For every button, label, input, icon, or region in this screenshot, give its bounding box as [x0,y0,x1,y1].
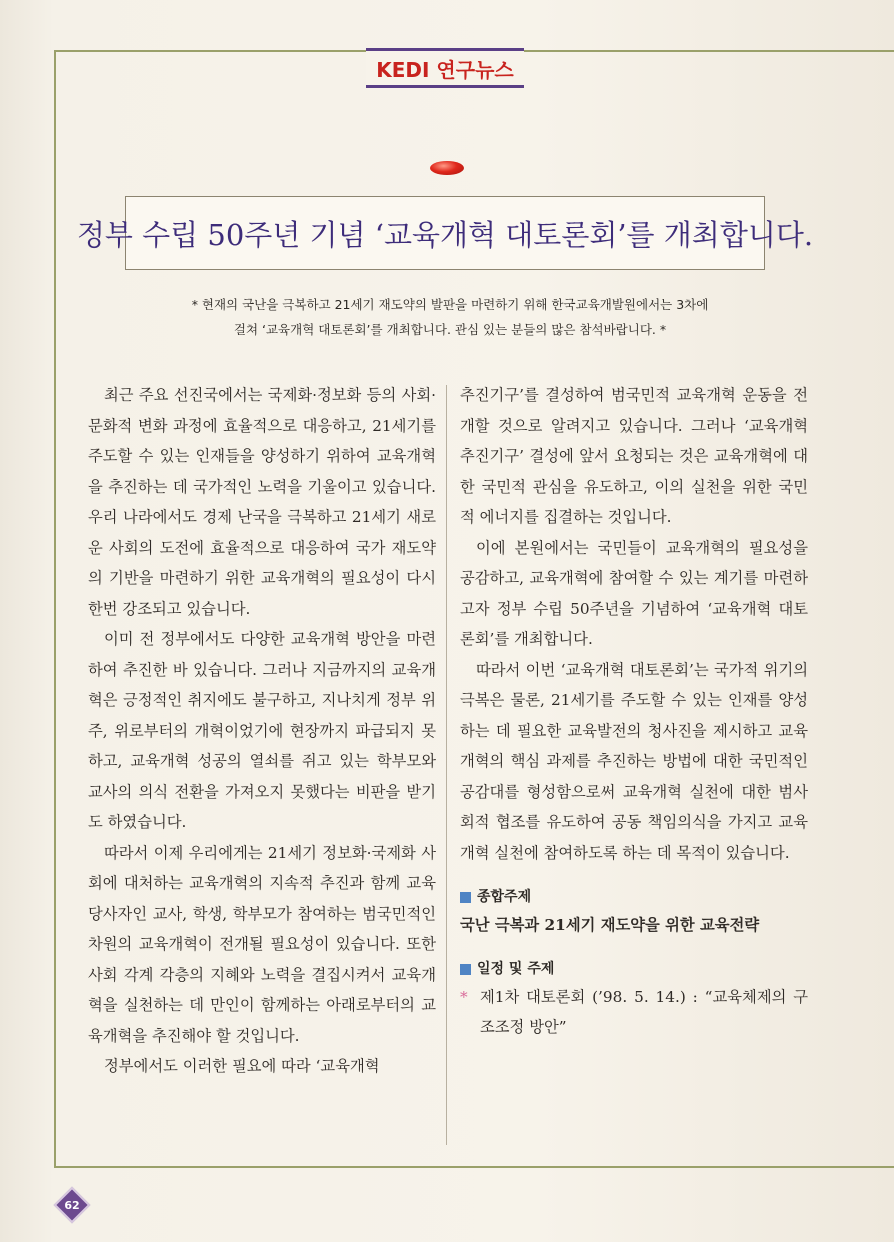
schedule-item [460,982,808,1042]
right-paragraph-3: 따라서 이번 ‘교육개혁 대토론회’는 국가적 위기의 극복은 물론, 21세기를 주도할 수 있는 인재를 양성하는 데 필요한 교육발전의 청사진을 제시하고 교육개혁의 핵심 과제를 추진하는 방법에 대한 국민적인 공감대를 형성함으로써 교육개혁 실천에 대한 범사회적 협조를 유도하여 공동 책임의식을 가지고 교육개혁 실천에 참여하도록 하는 데 목적이 있습니다. [460,660,808,862]
left-paragraph-1: 최근 주요 선진국에서는 국제화·정보화 등의 사회·문화적 변화 과정에 효율적으로 대응하고, 21세기를 주도할 수 있는 인재들을 양성하기 위하여 교육개혁을 추진하는 데 국가적인 노력을 기울이고 있습니다. 우리 나라에서도 경제 난국을 극복하고 21세기 새로운 사회의 도전에 효율적으로 대응하여 국가 재도약의 기반을 마련하기 위한 교육개혁의 필요성이 다시 한번 강조되고 있습니다. [88,386,436,618]
blue-square-icon [460,964,471,975]
intro-note [150,292,750,342]
right-paragraph-1: 추진기구’를 결성하여 범국민적 교육개혁 운동을 전개할 것으로 알려지고 있습니다. 그러나 ‘교육개혁 추진기구’ 결성에 앞서 요청되는 것은 교육개혁에 대한 국민적 관심을 유도하고, 이의 실천을 위한 국민적 에너지를 집결하는 것입니다. [460,386,808,526]
schedule-item-text: 제1차 대토론회 (’98. 5. 14.) : “교육체제의 구조조정 방안” [480,988,808,1036]
right-column [460,380,808,1042]
section-header-badge [366,48,524,88]
section-theme-body: 국난 극복과 21세기 재도약을 위한 교육전략 [460,916,760,934]
left-column [88,380,436,1082]
right-paragraph-2: 이에 본원에서는 국민들이 교육개혁의 필요성을 공감하고, 교육개혁에 참여할 수 있는 계기를 마련하고자 정부 수립 50주년을 기념하여 ‘교육개혁 대토론회’를 개최합니다. [460,538,808,648]
left-paragraph-4: 정부에서도 이러한 필요에 따라 ‘교육개혁 [104,1057,380,1075]
red-dot-ornament [430,161,464,175]
page-number: 62 [64,1198,80,1212]
page-number-badge [53,1186,91,1224]
section-heading-schedule [460,956,808,982]
section-heading-theme-label: 종합주제 [477,889,532,905]
blue-square-icon [460,892,471,903]
left-paragraph-2: 이미 전 정부에서도 다양한 교육개혁 방안을 마련하여 추진한 바 있습니다. 그러나 지금까지의 교육개혁은 긍정적인 취지에도 불구하고, 지나치게 정부 위주, 위로부터의 개혁이었기에 현장까지 파급되지 못하고, 교육개혁 성공의 열쇠를 쥐고 있는 학부모와 교사의 의식 전환을 가져오지 못했다는 비판을 받기도 하였습니다. [88,630,436,831]
section-heading-theme [460,884,808,910]
intro-line-2: 걸쳐 ‘교육개혁 대토론회’를 개최합니다. 관심 있는 분들의 많은 참석바랍니다. * [233,322,667,337]
column-divider [446,385,447,1145]
intro-line-1: * 현재의 국난을 극복하고 21세기 재도약의 발판을 마련하기 위해 한국교육개발원에서는 3차에 [191,297,709,312]
title-box [76,196,814,270]
asterisk-bullet-icon: * [460,988,468,1006]
left-paragraph-3: 따라서 이제 우리에게는 21세기 정보화·국제화 사회에 대처하는 교육개혁의 지속적 추진과 함께 교육 당사자인 교사, 학생, 학부모가 참여하는 범국민적인 차원의 교육개혁이 전개될 필요성이 있습니다. 또한 사회 각계 각층의 지혜와 노력을 결집시켜서 교육개혁을 실천하는 데 만인이 함께하는 아래로부터의 교육개혁을 추진해야 할 것입니다. [88,843,436,1045]
section-header-label: KEDI 연구뉴스 [376,57,514,82]
section-heading-schedule-label: 일정 및 주제 [477,961,555,977]
article-title: 정부 수립 50주년 기념 ‘교육개혁 대토론회’를 개최합니다. [76,217,814,252]
